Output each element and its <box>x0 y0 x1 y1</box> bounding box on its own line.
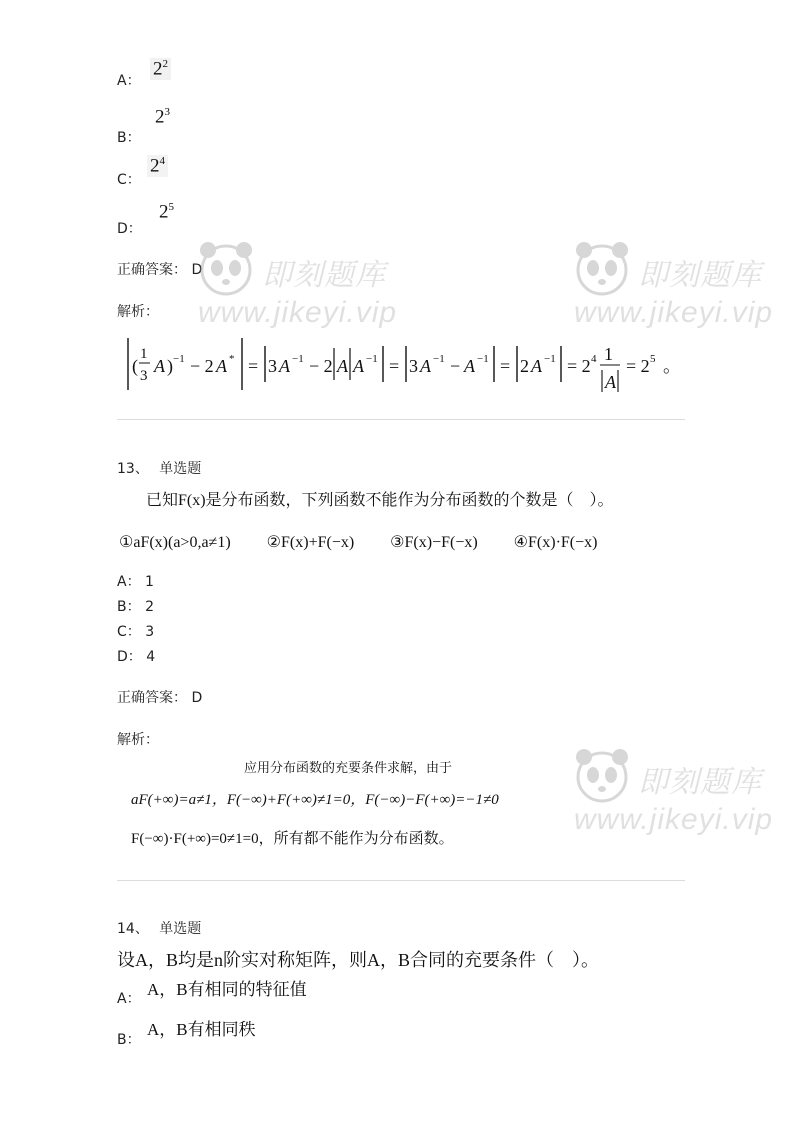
option-b-value: $2^3$ <box>155 106 170 128</box>
svg-text:*: * <box>229 353 235 365</box>
svg-text:− 2: − 2 <box>309 356 333 376</box>
divider <box>117 880 685 881</box>
watermark-url: www.jikeyi.vip <box>574 296 774 329</box>
svg-text:A: A <box>464 356 475 376</box>
svg-text:5: 5 <box>650 353 656 365</box>
question-items <box>119 532 597 552</box>
question-header <box>117 458 201 478</box>
svg-text:。: 。 <box>663 356 681 376</box>
option-b-label: B： <box>117 130 141 146</box>
option-d: D： 4 <box>117 649 156 665</box>
svg-text:−1: −1 <box>173 353 185 365</box>
svg-text:A: A <box>605 372 616 392</box>
option-a-text: A，B有相同的特征值 <box>147 980 307 999</box>
svg-text:−1: −1 <box>366 353 378 365</box>
panda-logo-icon <box>196 238 256 298</box>
watermark-url: www.jikeyi.vip <box>198 296 398 329</box>
question-number: 13、 <box>117 461 149 477</box>
svg-text:1: 1 <box>140 346 148 362</box>
svg-text:=: = <box>500 356 511 376</box>
question-type: 单选题 <box>159 461 202 477</box>
svg-text:−1: −1 <box>292 353 304 365</box>
option-d-label: D： <box>117 221 142 237</box>
watermark-brand: 即刻题库 <box>638 259 762 292</box>
question-number: 14、 <box>117 921 149 937</box>
svg-text:1: 1 <box>604 344 613 364</box>
svg-text:(: ( <box>132 356 138 376</box>
panda-logo-icon <box>572 238 632 298</box>
option-a-label: A： <box>117 73 141 89</box>
question-stem: 已知F(x)是分布函数，下列函数不能作为分布函数的个数是（ ）。 <box>146 492 614 509</box>
analysis-formula-image <box>118 332 681 396</box>
item-2: ②F(x)+F(−x) <box>266 534 355 551</box>
analysis-label: 解析： <box>117 304 159 320</box>
question-header <box>117 918 201 938</box>
correct-answer: 正确答案： D <box>117 262 203 278</box>
svg-text:=: = <box>248 356 259 376</box>
svg-text:−1: −1 <box>433 353 445 365</box>
svg-text:A: A <box>337 356 348 376</box>
svg-text:4: 4 <box>591 353 597 365</box>
panda-logo-icon <box>572 745 632 805</box>
option-c-label: C： <box>117 172 141 188</box>
option-a-label: A： <box>117 991 141 1007</box>
svg-text:=: = <box>389 356 400 376</box>
svg-text:3: 3 <box>140 368 148 384</box>
svg-text:3: 3 <box>409 356 418 376</box>
option-c: C： 3 <box>117 624 155 640</box>
svg-text:− 2: − 2 <box>190 356 214 376</box>
option-b-label: B： <box>117 1032 141 1048</box>
svg-text:−1: −1 <box>477 353 489 365</box>
svg-text:= 2: = 2 <box>626 356 650 376</box>
svg-text:A: A <box>420 356 431 376</box>
analysis-line-2: aF(+∞)=a≠1，F(−∞)+F(+∞)≠1=0，F(−∞)−F(+∞)=−1≠0 <box>131 792 499 808</box>
svg-text:A: A <box>216 356 227 376</box>
svg-text:): ) <box>167 356 173 376</box>
item-3: ③F(x)−F(−x) <box>390 534 478 551</box>
svg-text:A: A <box>531 356 542 376</box>
divider <box>117 419 685 420</box>
svg-text:2: 2 <box>520 356 529 376</box>
analysis-line-3: F(−∞)·F(+∞)=0≠1=0，所有都不能作为分布函数。 <box>131 831 454 847</box>
watermark-brand: 即刻题库 <box>638 766 762 799</box>
svg-text:−1: −1 <box>544 353 556 365</box>
correct-answer: 正确答案： D <box>117 690 203 706</box>
svg-text:= 2: = 2 <box>567 356 591 376</box>
item-4: ④F(x)·F(−x) <box>513 534 598 551</box>
svg-text:A: A <box>353 356 364 376</box>
item-1: ①aF(x)(a>0,a≠1) <box>119 534 231 551</box>
analysis-label: 解析： <box>117 732 159 748</box>
question-type: 单选题 <box>159 921 202 937</box>
option-a-value: $2^2$ <box>150 58 171 80</box>
analysis-line-1: 应用分布函数的充要条件求解，由于 <box>244 760 453 775</box>
svg-text:−: − <box>450 356 461 376</box>
svg-text:A: A <box>279 356 290 376</box>
watermark-url: www.jikeyi.vip <box>574 803 774 836</box>
option-d-value: $2^5$ <box>159 201 174 223</box>
svg-text:A: A <box>154 356 165 376</box>
svg-text:3: 3 <box>268 356 277 376</box>
option-b-text: A，B有相同秩 <box>147 1020 256 1039</box>
option-c-value: $2^4$ <box>147 155 168 177</box>
option-a: A： 1 <box>117 574 154 590</box>
question-stem: 设A，B均是n阶实对称矩阵，则A，B合同的充要条件（ ）。 <box>117 950 600 970</box>
option-b: B： 2 <box>117 599 154 615</box>
watermark-brand: 即刻题库 <box>262 259 386 292</box>
